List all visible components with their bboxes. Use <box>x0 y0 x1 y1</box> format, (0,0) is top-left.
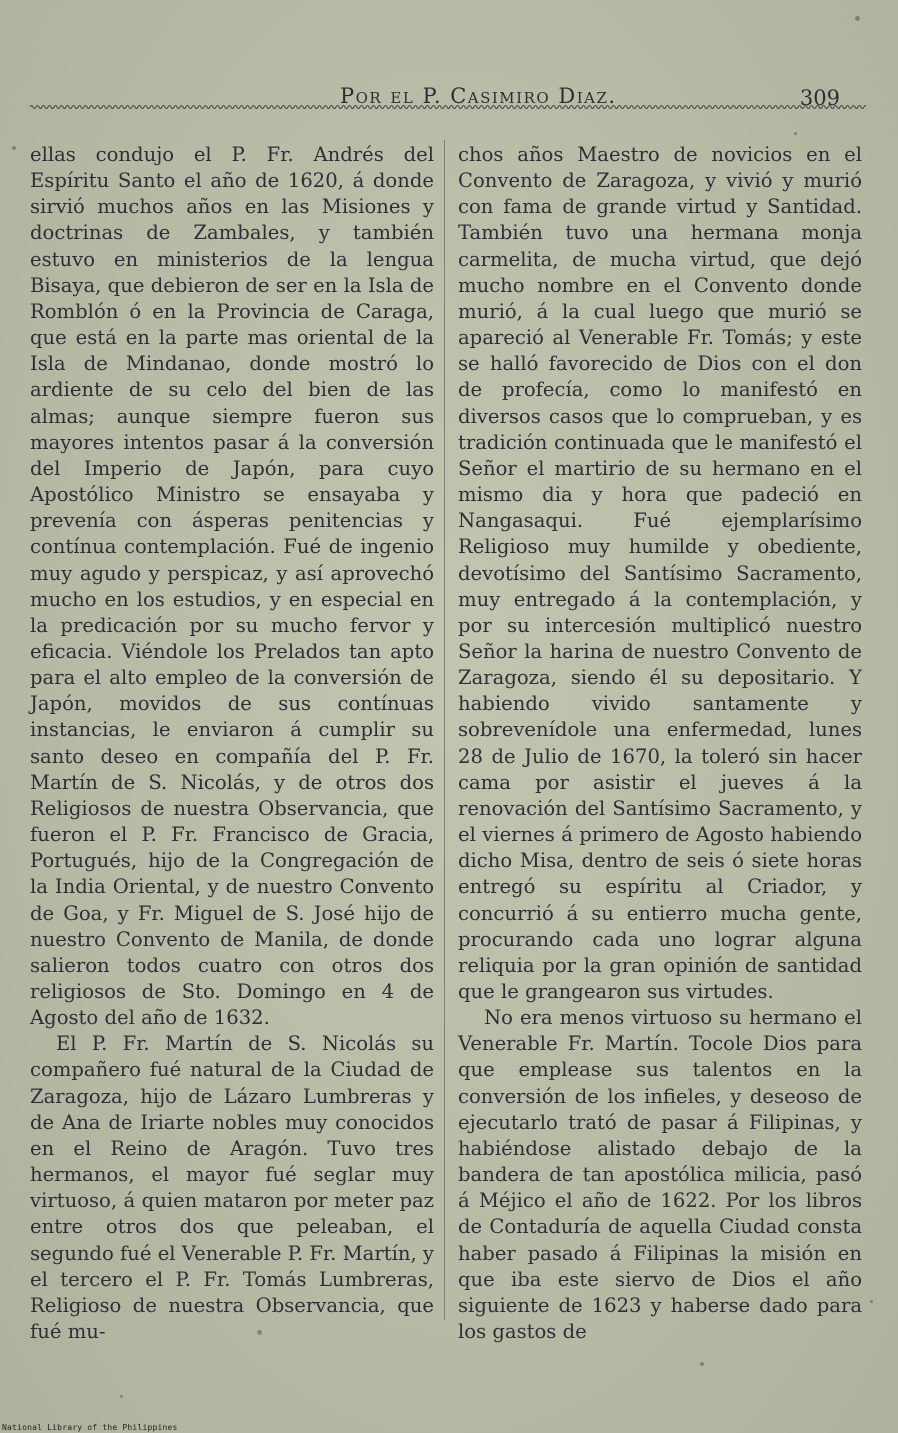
page-number: 309 <box>799 86 840 110</box>
ink-speck <box>12 146 16 150</box>
source-credit: National Library of the Philippines <box>2 1423 178 1432</box>
ink-speck <box>855 16 860 21</box>
column-divider <box>444 140 445 1320</box>
paragraph: chos años Maestro de novicios en el Convento de Zaragoza, y vivió y murió con fama de grande virtud y Santidad. También tuvo una hermana monja carmelita, de mucha virtud, que dejó mucho nombre en el Convento donde murió, á la cual luego que murió se apareció al Venerable Fr. Tomás; y este se halló favorecido de Dios con el don de profecía, como lo manifestó en diversos casos que lo comprueban, y es tradición continuada que le manifestó el Señor el martirio de su hermano en el mismo dia y hora que padeció en Nangasaqui. Fué ejemplarísimo Religioso muy humilde y obediente, devotísimo del Santísimo Sacramento, muy entregado á la contemplación, y por su intercesión multiplicó nuestro Señor la harina de nuestro Convento de Zaragoza, siendo él su depositario. Y habiendo vivido santamente y sobrevenídole una enfermedad, lunes 28 de Julio de 1670, la toleró sin hacer cama por asistir el jueves á la renovación del Santísimo Sacramento, y el viernes á primero de Agosto habiendo dicho Misa, dentro de seis ó siete horas entregó su espíritu al Criador, y concurrió á su entierro mucha gente, procurando cada uno lograr alguna reliquia por la gran opinión de santidad que le grangearon sus virtudes. <box>458 143 862 1003</box>
ink-speck <box>257 1330 262 1335</box>
ink-speck <box>870 1300 873 1303</box>
running-title: Por el P. Casimiro Diaz. <box>340 84 617 108</box>
ink-speck <box>794 132 797 135</box>
ornamental-rule <box>30 100 866 114</box>
left-text-column <box>30 142 434 1345</box>
ink-speck <box>120 1395 123 1398</box>
right-text-column <box>458 142 862 1345</box>
paragraph: El P. Fr. Martín de S. Nicolás su compañero fué natural de la Ciudad de Zaragoza, hijo de Lázaro Lumbreras y de Ana de Iriarte nobles muy conocidos en el Reino de Aragón. Tuvo tres hermanos, el mayor fué seglar muy virtuoso, á quien mataron por meter paz entre otros dos que peleaban, el segundo fué el Venerable P. Fr. Martín, y el tercero el P. Fr. Tomás Lumbreras, Religioso de nuestra Observancia, que fué mu- <box>30 1032 434 1344</box>
paragraph: ellas condujo el P. Fr. Andrés del Espíritu Santo el año de 1620, á donde sirvió muchos años en las Misiones y doctrinas de Zambales, y también estuvo en ministerios de la lengua Bisaya, que debieron de ser en la Isla de Romblón ó en la Provincia de Caraga, que está en la parte mas oriental de la Isla de Mindanao, donde mostró lo ardiente de su celo del bien de las almas; aunque siempre fueron sus mayores intentos pasar á la conversión del Imperio de Japón, para cuyo Apostólico Ministro se ensayaba y prevenía con ásperas penitencias y contínua contemplación. Fué de ingenio muy agudo y perspicaz, y así aprovechó mucho en los estudios, y en especial en la predicación por su mucho fervor y eficacia. Viéndole los Prelados tan apto para el alto empleo de la conversión de Japón, movidos de sus contínuas instancias, le enviaron á cumplir su santo deseo en compañía del P. Fr. Martín de S. Nicolás, y de otros dos Religiosos de nuestra Observancia, que fueron el P. Fr. Francisco de Gracia, Portugués, hijo de la Congregación de la India Oriental, y de nuestro Convento de Goa, y Fr. Miguel de S. José hijo de nuestro Convento de Manila, de donde salieron todos cuatro con otros dos religiosos de Sto. Domingo en 4 de Agosto del año de 1632. <box>30 143 434 1030</box>
paragraph: No era menos virtuoso su hermano el Venerable Fr. Martín. Tocole Dios para que emplease sus talentos en la conversión de los infieles, y deseoso de ejecutarlo trató de pasar á Filipinas, y habiéndose alistado debajo de la bandera de tan apostólica milicia, pasó á Méjico el año de 1622. Por los libros de Contaduría de aquella Ciudad consta haber pasado á Filipinas la misión en que iba este siervo de Dios el año siguiente de 1623 y haberse dado para los gastos de <box>458 1006 862 1344</box>
ink-speck <box>700 1362 704 1366</box>
